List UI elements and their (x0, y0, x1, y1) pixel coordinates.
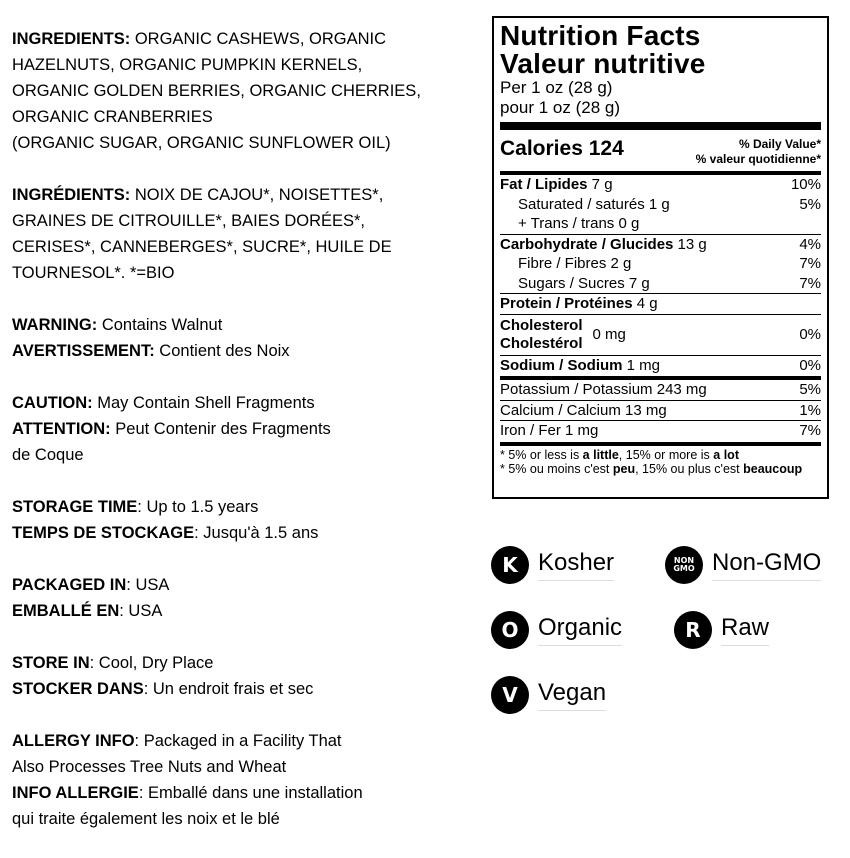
footnote-fr: * 5% ou moins c'est peu, 15% ou plus c'est beaucoup (500, 461, 803, 476)
footnote-en: * 5% or less is a little, 15% or more is a lot (500, 447, 739, 462)
raw-icon: R (674, 611, 712, 649)
packaged-block: PACKAGED IN: USA EMBALLÉ EN: USA (12, 576, 170, 620)
caution-block: CAUTION: May Contain Shell Fragments ATTENTION: Peut Contenir des Fragments de Coque (12, 394, 331, 464)
saturated-row: Saturated / saturés 1 g 5% (518, 195, 821, 213)
serving-fr: pour 1 oz (28 g) (500, 98, 621, 117)
allergy-block: ALLERGY INFO: Packaged in a Facility That Also Processes Tree Nuts and Wheat INFO ALLERGIE: Emballé dans une installation qui traite également les noix et le blé (12, 732, 363, 828)
badge-non-gmo: NON GMO Non-GMO (665, 546, 821, 584)
divider-medium (500, 442, 821, 446)
iron-row: Iron / Fer 1 mg 7% (500, 422, 821, 439)
carbohydrate-row: Carbohydrate / Glucides 13 g 4% (500, 235, 821, 253)
nutrition-facts-panel (492, 16, 829, 499)
ingredients-en: INGREDIENTS: ORGANIC CASHEWS, ORGANIC HAZELNUTS, ORGANIC PUMPKIN KERNELS, ORGANIC GOLDEN BERRIES, ORGANIC CHERRIES, ORGANIC CRANBERRIES (ORGANIC SUGAR, ORGANIC SUNFLOWER OIL) (12, 30, 421, 152)
sugars-row: Sugars / Sucres 7 g 7% (518, 274, 821, 292)
organic-icon: O (491, 611, 529, 649)
divider-thick (500, 122, 821, 130)
nutrition-title-en: Nutrition Facts (500, 20, 701, 51)
badge-vegan: V Vegan (491, 676, 606, 714)
calories-row (500, 132, 821, 170)
vegan-icon: V (491, 676, 529, 714)
badge-raw: R Raw (674, 611, 769, 649)
cholesterol-row: Cholesterol Cholestérol 0 mg 0% (500, 316, 821, 352)
nutrition-title-fr: Valeur nutritive (500, 48, 706, 79)
non-gmo-icon: NON GMO (665, 546, 703, 584)
daily-value-header: % Daily Value* % valeur quotidienne* (695, 137, 821, 166)
potassium-row: Potassium / Potassium 243 mg 5% (500, 381, 821, 398)
product-info-column (12, 26, 482, 858)
badge-kosher: K Kosher (491, 546, 614, 584)
serving-en: Per 1 oz (28 g) (500, 78, 613, 97)
calories-label: Calories 124 (500, 137, 624, 160)
badge-organic: O Organic (491, 611, 622, 649)
fat-row: Fat / Lipides 7 g 10% (500, 176, 821, 193)
footnote (500, 448, 821, 476)
kosher-icon: K (491, 546, 529, 584)
trans-row: + Trans / trans 0 g (518, 215, 640, 232)
store-block: STORE IN: Cool, Dry Place STOCKER DANS: Un endroit frais et sec (12, 654, 314, 698)
warning-block: WARNING: Contains Walnut AVERTISSEMENT: Contient des Noix (12, 316, 290, 360)
storage-block: STORAGE TIME: Up to 1.5 years TEMPS DE STOCKAGE: Jusqu'à 1.5 ans (12, 498, 319, 542)
protein-row: Protein / Protéines 4 g (500, 295, 658, 312)
ingredients-fr: INGRÉDIENTS: NOIX DE CAJOU*, NOISETTES*, GRAINES DE CITROUILLE*, BAIES DORÉES*, CERISES*, CANNEBERGES*, SUCRE*, HUILE DE TOURNESOL*. *=BIO (12, 186, 392, 282)
calcium-row: Calcium / Calcium 13 mg 1% (500, 401, 821, 419)
fibre-row: Fibre / Fibres 2 g 7% (518, 255, 821, 272)
sodium-row: Sodium / Sodium 1 mg 0% (500, 356, 821, 374)
